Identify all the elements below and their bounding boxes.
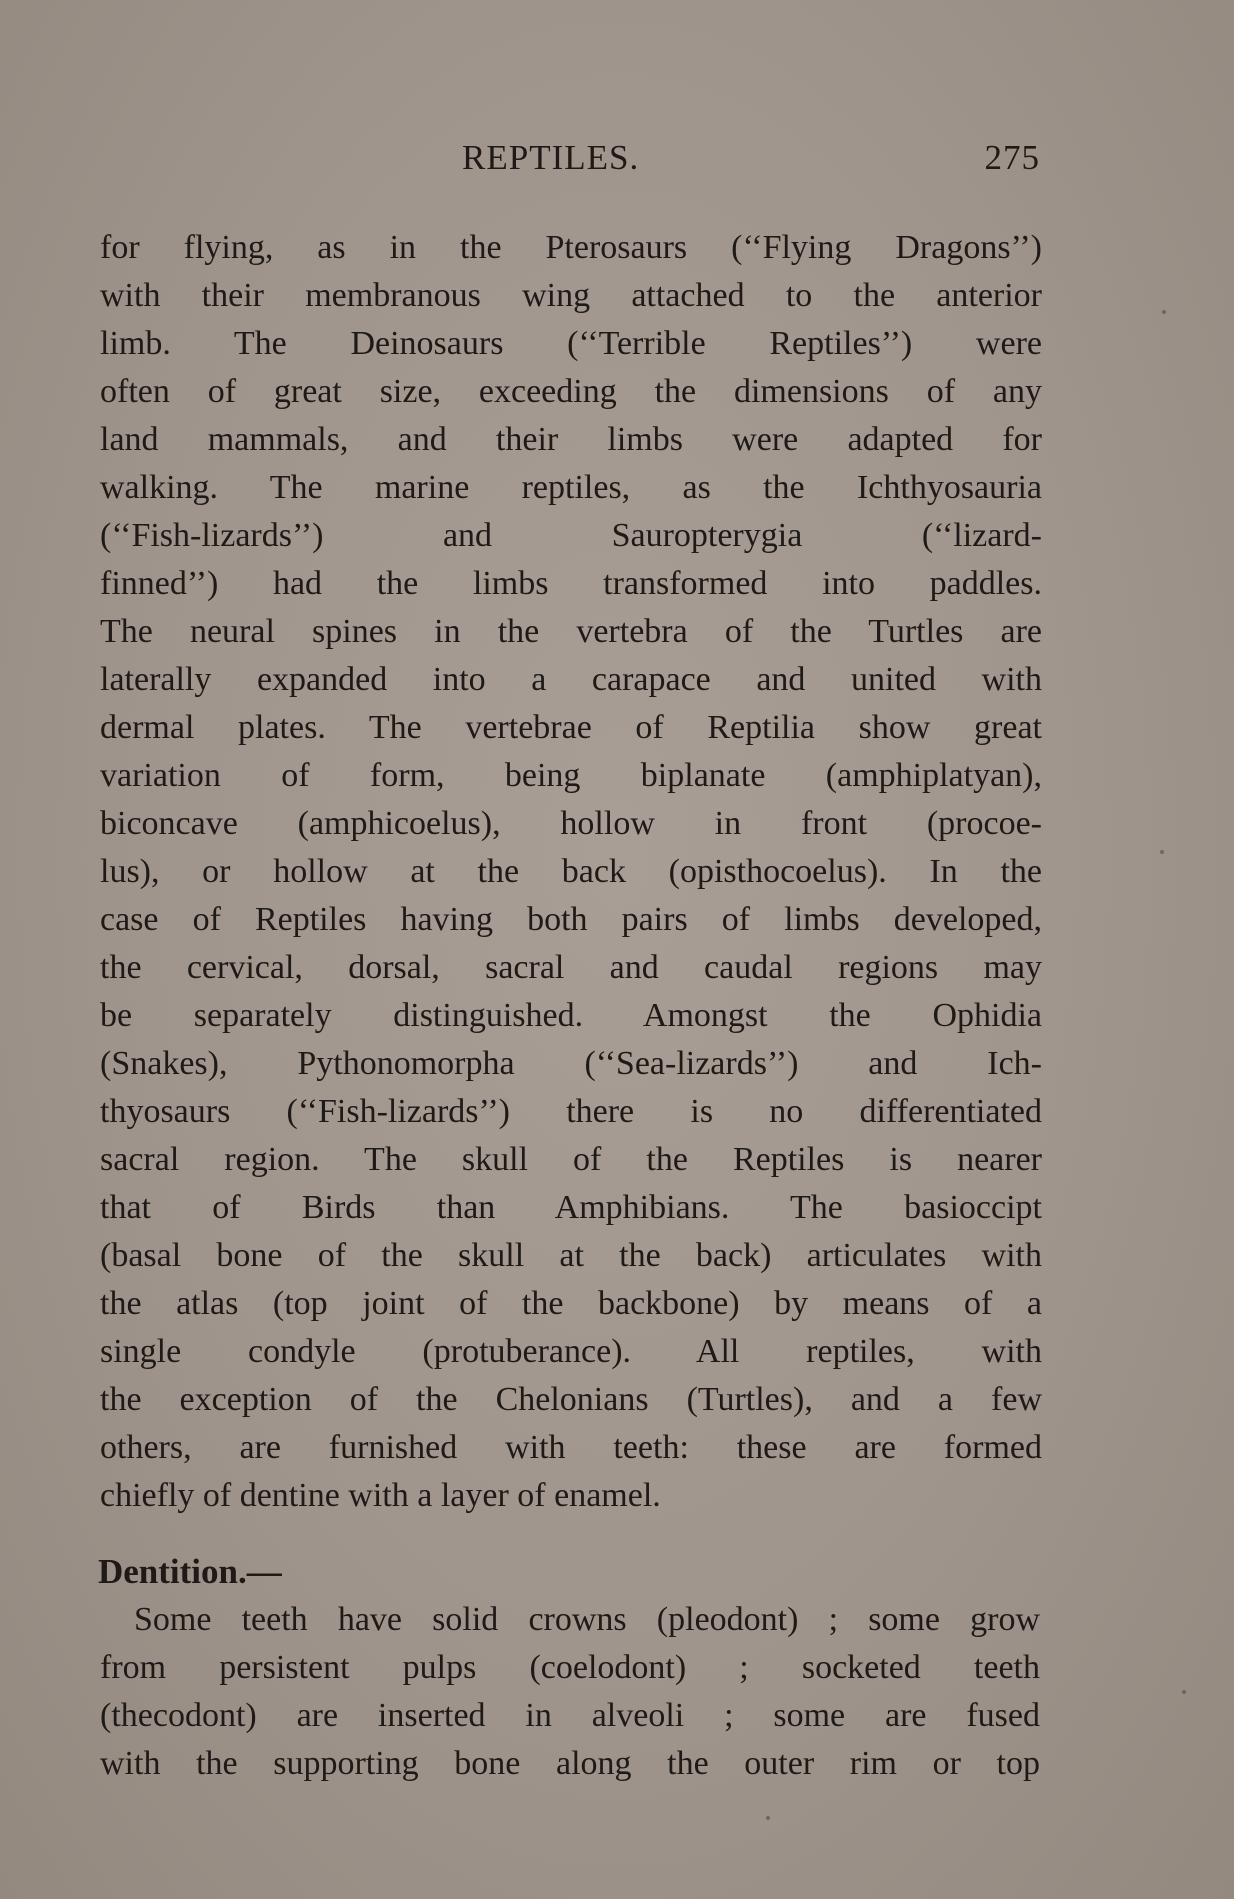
text-line: the exception of the Chelonians (Turtles), and a few	[100, 1381, 1042, 1418]
text-line: be separately distinguished. Amongst the Ophidia	[100, 997, 1042, 1034]
text-line: for flying, as in the Pterosaurs (‘‘Flying Dragons’’)	[100, 229, 1042, 266]
paper-speck	[766, 1816, 770, 1820]
text-line: limb. The Deinosaurs (‘‘Terrible Reptiles’’) were	[100, 325, 1042, 362]
running-title: REPTILES.	[462, 138, 640, 177]
text-line: land mammals, and their limbs were adapted for	[100, 421, 1042, 458]
section-heading: Dentition.—	[98, 1552, 282, 1591]
text-line: biconcave (amphicoelus), hollow in front (procoe-	[100, 805, 1042, 842]
text-line: others, are furnished with teeth: these are formed	[100, 1429, 1042, 1466]
text-line: thyosaurs (‘‘Fish-lizards’’) there is no differentiated	[100, 1093, 1042, 1130]
text-line: lus), or hollow at the back (opisthocoelus). In the	[100, 853, 1042, 890]
text-line: with their membranous wing attached to the anterior	[100, 277, 1042, 314]
paper-speck	[1160, 850, 1164, 854]
text-line: from persistent pulps (coelodont) ; socketed teeth	[100, 1649, 1040, 1686]
text-line: often of great size, exceeding the dimensions of any	[100, 373, 1042, 410]
text-line: the atlas (top joint of the backbone) by means of a	[100, 1285, 1042, 1322]
text-line: with the supporting bone along the outer rim or top	[100, 1745, 1040, 1782]
text-line: (Snakes), Pythonomorpha (‘‘Sea-lizards’’) and Ich-	[100, 1045, 1042, 1082]
text-line: The neural spines in the vertebra of the Turtles are	[100, 613, 1042, 650]
running-header	[100, 138, 1040, 182]
text-line: (‘‘Fish-lizards’’) and Sauropterygia (‘‘lizard-	[100, 517, 1042, 554]
text-line: (thecodont) are inserted in alveoli ; some are fused	[100, 1697, 1040, 1734]
text-line: chiefly of dentine with a layer of enamel.	[100, 1477, 661, 1514]
text-line: the cervical, dorsal, sacral and caudal regions may	[100, 949, 1042, 986]
body-paragraph	[100, 224, 1042, 1520]
page-number: 275	[984, 138, 1040, 177]
text-line: Some teeth have solid crowns (pleodont) ; some grow	[134, 1601, 1040, 1638]
text-line: sacral region. The skull of the Reptiles is nearer	[100, 1141, 1042, 1178]
text-line: laterally expanded into a carapace and united with	[100, 661, 1042, 698]
text-line: case of Reptiles having both pairs of limbs developed,	[100, 901, 1042, 938]
text-line: that of Birds than Amphibians. The basioccipt	[100, 1189, 1042, 1226]
paper-speck	[1162, 310, 1166, 314]
section-paragraph	[100, 1596, 1040, 1788]
text-line: finned’’) had the limbs transformed into paddles.	[100, 565, 1042, 602]
text-line: (basal bone of the skull at the back) articulates with	[100, 1237, 1042, 1274]
text-line: single condyle (protuberance). All reptiles, with	[100, 1333, 1042, 1370]
text-line: variation of form, being biplanate (amphiplatyan),	[100, 757, 1042, 794]
text-line: walking. The marine reptiles, as the Ichthyosauria	[100, 469, 1042, 506]
paper-speck	[1182, 1690, 1186, 1694]
text-line: dermal plates. The vertebrae of Reptilia show great	[100, 709, 1042, 746]
